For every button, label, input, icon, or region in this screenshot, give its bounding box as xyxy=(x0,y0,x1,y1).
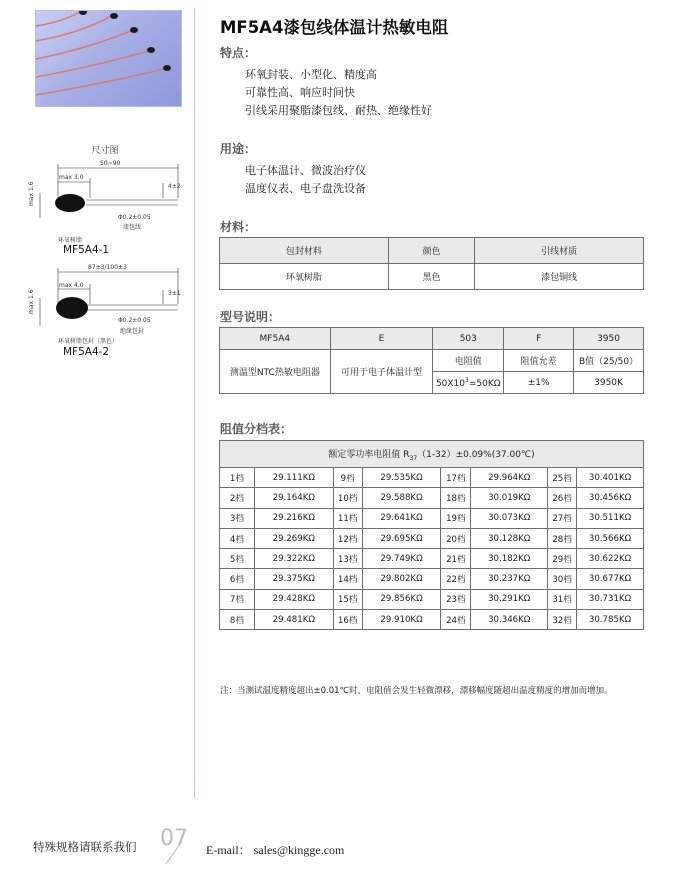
material-cell: 黑色 xyxy=(388,264,475,290)
dimension-diagram-2 xyxy=(28,264,188,364)
model-sub: 阻值允差 xyxy=(504,350,574,372)
grade-cell: 24档 xyxy=(441,610,471,630)
lead-dim-2: Φ0.2±0.05 xyxy=(118,317,151,324)
grade-cell: 14档 xyxy=(333,569,362,589)
features-heading: 特点： xyxy=(220,46,257,60)
grade-cell: 3档 xyxy=(220,508,255,528)
resistance-cell: 30.677KΩ xyxy=(577,569,644,589)
feature-item: 引线采用聚脂漆包线、耐热、绝缘性好 xyxy=(245,104,432,117)
table-row xyxy=(220,589,644,609)
grade-cell: 21档 xyxy=(441,549,471,569)
resistance-cell: 30.456KΩ xyxy=(577,488,644,508)
grade-cell: 4档 xyxy=(220,528,255,548)
table-row xyxy=(220,508,644,528)
table-row xyxy=(220,468,644,488)
grade-cell: 2档 xyxy=(220,488,255,508)
grade-cell: 16档 xyxy=(333,610,362,630)
table-row xyxy=(220,528,644,548)
model-code: 503 xyxy=(433,328,504,350)
model-label-2: MF5A4-2 xyxy=(63,346,110,358)
resistance-caption: 额定零功率电阻值 $R_{37}(1-32)\pm 0.09\%(37.00℃)$ xyxy=(220,441,644,468)
model-sub: B值（25/50） xyxy=(574,350,644,372)
tolerance-value: ±1% xyxy=(504,372,574,394)
grade-cell: 1档 xyxy=(220,468,255,488)
resistance-cell: 29.428KΩ xyxy=(254,589,333,609)
resistance-cell: 30.731KΩ xyxy=(577,589,644,609)
model-code: E xyxy=(330,328,433,350)
grade-cell: 27档 xyxy=(548,508,577,528)
footer-email: E-mail： sales@kingge.com xyxy=(206,843,345,857)
grade-cell: 32档 xyxy=(548,610,577,630)
usage-item: 温度仪表、电子盘洗设备 xyxy=(245,182,366,195)
resistance-cell: 30.128KΩ xyxy=(471,528,548,548)
resistance-heading: 阻值分档表： xyxy=(220,422,293,436)
table-row xyxy=(220,610,644,630)
resistance-cell: 30.019KΩ xyxy=(471,488,548,508)
grade-cell: 6档 xyxy=(220,569,255,589)
material-cell: 漆包铜线 xyxy=(475,264,644,290)
dimension-diagram-1 xyxy=(28,158,188,258)
resistance-cell: 29.375KΩ xyxy=(254,569,333,589)
grade-cell: 22档 xyxy=(441,569,471,589)
model-heading: 型号说明： xyxy=(220,310,281,324)
resistance-cell: 29.216KΩ xyxy=(254,508,333,528)
grade-cell: 18档 xyxy=(441,488,471,508)
grade-cell: 13档 xyxy=(333,549,362,569)
feature-item: 环氧封装、小型化、精度高 xyxy=(245,68,377,81)
resistance-cell: 30.182KΩ xyxy=(471,549,548,569)
resistance-cell: 29.964KΩ xyxy=(471,468,548,488)
resin-label: 环氧树脂 xyxy=(58,237,83,244)
resistance-cell: 29.111KΩ xyxy=(254,468,333,488)
usage-heading: 用途： xyxy=(220,142,257,156)
resistance-cell: 29.695KΩ xyxy=(362,528,441,548)
model-code: 3950 xyxy=(574,328,644,350)
grade-cell: 7档 xyxy=(220,589,255,609)
table-row xyxy=(220,549,644,569)
b-value: 3950K xyxy=(574,372,644,394)
note-text: 注：当测试温度精度超出±0.01℃时，电阻值会发生轻微漂移，漂移幅度随超出温度精度的增加而增加。 xyxy=(220,686,613,696)
model-table xyxy=(219,327,644,394)
length-dim: 50~90 xyxy=(100,160,121,167)
max-diameter-dim-2: max 4.0 xyxy=(59,282,84,289)
grade-cell: 25档 xyxy=(548,468,577,488)
dimension-title: 尺寸图 xyxy=(91,146,119,156)
grade-cell: 17档 xyxy=(441,468,471,488)
grade-cell: 10档 xyxy=(333,488,362,508)
page-number: 07 xyxy=(160,826,188,851)
table-row xyxy=(220,488,644,508)
resin-label-2: 环氧树脂包封（黑色） xyxy=(58,338,119,345)
model-sub: 电阻值 xyxy=(433,350,504,372)
lead-dim: Φ0.2±0.05 xyxy=(118,214,151,221)
model-desc: 可用于电子体温计型 xyxy=(330,350,433,394)
resistance-cell: 29.802KΩ xyxy=(362,569,441,589)
gap-dim-2: 3±1 xyxy=(168,290,181,297)
resistance-cell: 30.401KΩ xyxy=(577,468,644,488)
resistance-cell: 30.622KΩ xyxy=(577,549,644,569)
model-code: F xyxy=(504,328,574,350)
resistance-cell: 30.291KΩ xyxy=(471,589,548,609)
height-dim: max 1.6 xyxy=(28,181,35,206)
gap-dim: 4±2 xyxy=(168,183,181,190)
resistance-cell: 29.749KΩ xyxy=(362,549,441,569)
resistance-cell: 30.237KΩ xyxy=(471,569,548,589)
resistance-cell: 29.269KΩ xyxy=(254,528,333,548)
material-heading: 材料： xyxy=(220,220,257,234)
grade-cell: 20档 xyxy=(441,528,471,548)
grade-cell: 8档 xyxy=(220,610,255,630)
resistance-cell: 29.535KΩ xyxy=(362,468,441,488)
product-photo xyxy=(35,10,182,107)
grade-cell: 15档 xyxy=(333,589,362,609)
resistance-cell: 29.322KΩ xyxy=(254,549,333,569)
insulation-label: 绝缘包封 xyxy=(120,328,145,335)
resistance-cell: 30.073KΩ xyxy=(471,508,548,528)
resistance-cell: 30.566KΩ xyxy=(577,528,644,548)
material-header: 颜色 xyxy=(388,238,475,264)
resistance-cell: 29.910KΩ xyxy=(362,610,441,630)
resistance-cell: 29.856KΩ xyxy=(362,589,441,609)
grade-cell: 11档 xyxy=(333,508,362,528)
grade-cell: 5档 xyxy=(220,549,255,569)
model-label-1: MF5A4-1 xyxy=(63,244,110,256)
grade-cell: 31档 xyxy=(548,589,577,609)
grade-cell: 9档 xyxy=(333,468,362,488)
footer-contact-text: 特殊规格请联系我们 xyxy=(33,840,137,854)
usage-item: 电子体温计、微波治疗仪 xyxy=(245,164,366,177)
resistance-cell: 29.588KΩ xyxy=(362,488,441,508)
model-code: MF5A4 xyxy=(220,328,331,350)
material-table xyxy=(219,237,644,290)
wire-label: 漆包线 xyxy=(123,224,142,231)
material-cell: 环氧树脂 xyxy=(220,264,389,290)
grade-cell: 19档 xyxy=(441,508,471,528)
grade-cell: 23档 xyxy=(441,589,471,609)
grade-cell: 30档 xyxy=(548,569,577,589)
length-dim-2: 87±3/100±3 xyxy=(88,264,127,271)
resistance-cell: 29.164KΩ xyxy=(254,488,333,508)
grade-cell: 28档 xyxy=(548,528,577,548)
divider-line xyxy=(194,8,195,798)
resistance-table xyxy=(219,440,644,630)
material-header: 引线材质 xyxy=(475,238,644,264)
page-title: MF5A4漆包线体温计热敏电阻 xyxy=(220,18,449,37)
resistance-cell: 30.346KΩ xyxy=(471,610,548,630)
resistance-cell: 29.481KΩ xyxy=(254,610,333,630)
grade-cell: 12档 xyxy=(333,528,362,548)
material-header: 包封材料 xyxy=(220,238,389,264)
max-diameter-dim: max 3.0 xyxy=(59,174,84,181)
grade-cell: 26档 xyxy=(548,488,577,508)
resistance-value: $50X10^3=50K\Omega$ xyxy=(433,372,504,394)
resistance-cell: 30.785KΩ xyxy=(577,610,644,630)
model-desc: 测温型NTC热敏电阻器 xyxy=(220,350,331,394)
resistance-cell: 29.641KΩ xyxy=(362,508,441,528)
resistance-cell: 30.511KΩ xyxy=(577,508,644,528)
feature-item: 可靠性高、响应时间快 xyxy=(245,86,355,99)
table-row xyxy=(220,569,644,589)
grade-cell: 29档 xyxy=(548,549,577,569)
height-dim-2: max 1.6 xyxy=(28,289,35,314)
